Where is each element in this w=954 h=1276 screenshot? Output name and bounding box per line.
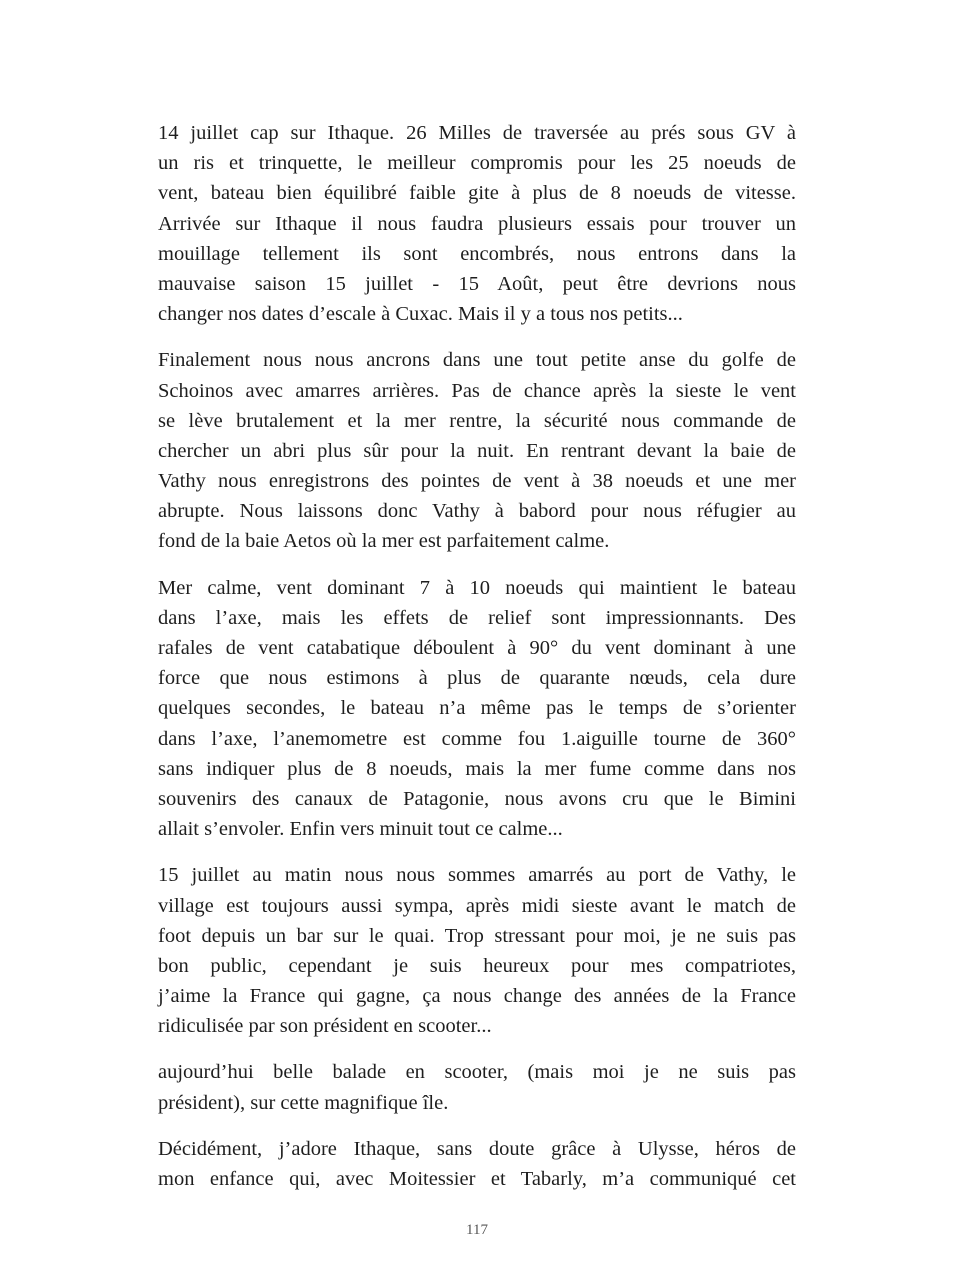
text-line: mouillage tellement ils sont encombrés, nous entrons dans la [158,242,796,265]
paragraph-2 [158,345,796,556]
text-line: vent, bateau bien équilibré faible gite à plus de 8 noeuds de vitesse. [158,182,796,205]
text-line: dans l’axe, mais les effets de relief sont impressionnants. Des [158,606,796,629]
text-line: fond de la baie Aetos où la mer est parfaitement calme. [158,530,610,553]
text-line: Arrivée sur Ithaque il nous faudra plusieurs essais pour trouver un [158,212,796,235]
text-line: allait s’envoler. Enfin vers minuit tout ce calme... [158,818,563,841]
paragraph-3 [158,573,796,845]
text-line: quelques secondes, le bateau n’a même pas le temps de s’orienter [158,697,796,720]
text-line: mauvaise saison 15 juillet - 15 Août, peut être devrions nous [158,272,796,295]
paragraph-4 [158,860,796,1041]
text-line: Finalement nous nous ancrons dans une tout petite anse du golfe de [158,349,796,372]
text-line: force que nous estimons à plus de quarante nœuds, cela dure [158,667,796,690]
paragraph-5 [158,1057,796,1117]
text-line: président), sur cette magnifique île. [158,1091,449,1114]
page-body [158,118,796,1210]
page-number: 117 [466,1222,488,1238]
text-line: ridiculisée par son président en scooter... [158,1015,492,1038]
text-line: dans l’axe, l’anemometre est comme fou 1.aiguille tourne de 360° [158,727,796,750]
text-line: changer nos dates d’escale à Cuxac. Mais il y a tous nos petits... [158,303,683,326]
text-line: abrupte. Nous laissons donc Vathy à babord pour nous réfugier au [158,500,796,523]
text-line: sans indiquer plus de 8 noeuds, mais la mer fume comme dans nos [158,757,796,780]
text-line: 15 juillet au matin nous nous sommes amarrés au port de Vathy, le [158,864,796,887]
paragraph-1 [158,118,796,329]
text-line: foot depuis un bar sur le quai. Trop stressant pour moi, je ne suis pas [158,924,796,947]
text-line: aujourd’hui belle balade en scooter, (mais moi je ne suis pas [158,1061,796,1084]
text-line: j’aime la France qui gagne, ça nous change des années de la France [158,985,796,1008]
text-line: Mer calme, vent dominant 7 à 10 noeuds qui maintient le bateau [158,576,796,599]
text-line: un ris et trinquette, le meilleur compromis pour les 25 noeuds de [158,152,796,175]
text-line: village est toujours aussi sympa, après midi sieste avant le match de [158,894,796,917]
text-line: mon enfance qui, avec Moitessier et Tabarly, m’a communiqué cet [158,1168,796,1190]
text-line: Schoinos avec amarres arrières. Pas de chance après la sieste le vent [158,379,796,402]
text-line: souvenirs des canaux de Patagonie, nous avons cru que le Bimini [158,787,796,810]
paragraph-6 [158,1134,796,1194]
text-line: Décidément, j’adore Ithaque, sans doute grâce à Ulysse, héros de [158,1137,796,1160]
text-line: 14 juillet cap sur Ithaque. 26 Milles de traversée au prés sous GV à [158,122,796,144]
text-line: Vathy nous enregistrons des pointes de vent à 38 noeuds et une mer [158,470,796,493]
text-line: chercher un abri plus sûr pour la nuit. En rentrant devant la baie de [158,439,796,462]
text-line: se lève brutalement et la mer rentre, la sécurité nous commande de [158,409,796,432]
text-line: rafales de vent catabatique déboulent à 90° du vent dominant à une [158,637,796,659]
text-line: bon public, cependant je suis heureux pour mes compatriotes, [158,954,796,977]
